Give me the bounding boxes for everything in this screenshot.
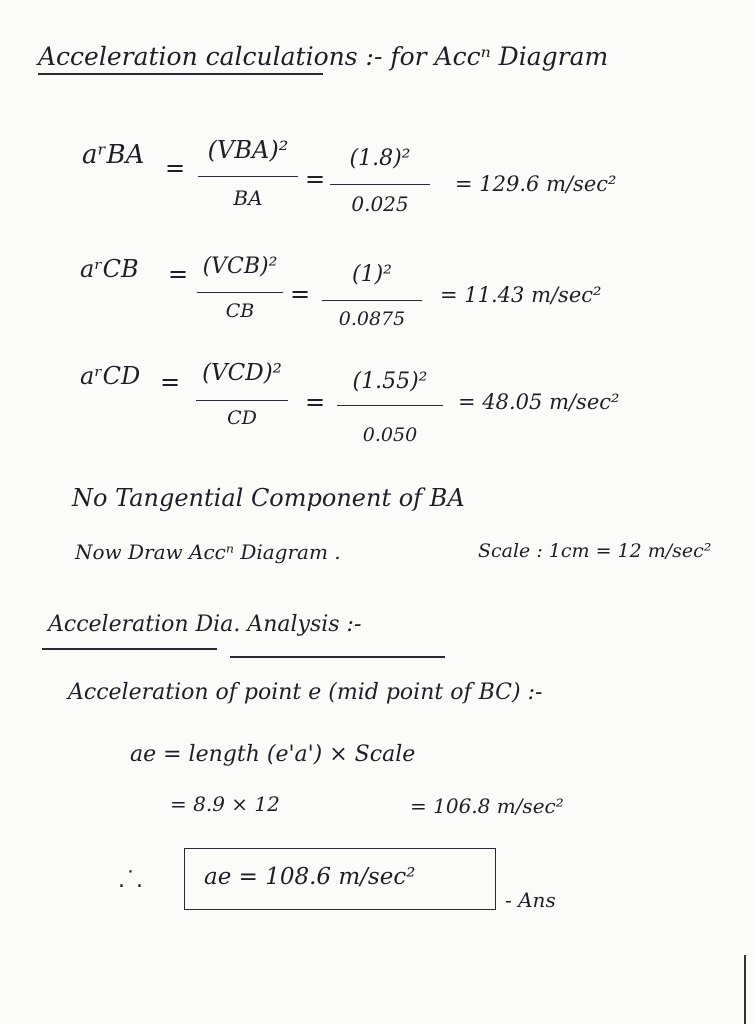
therefore-symbol: .˙. [118,868,143,893]
eq1-result: = 129.6 m/sec² [455,172,617,196]
analysis-underline-2 [230,656,445,658]
ans-label: - Ans [505,888,556,912]
eq1-num2: (1.8)² [349,146,411,171]
page-heading: Acceleration calculations :- for Accⁿ Diagram [38,42,609,71]
eq2-bar2 [322,300,422,301]
eq3-lhs: aʳCD [80,362,141,390]
eq1-den1: BA [233,186,263,210]
final-answer: ae = 108.6 m/sec² [204,864,416,890]
ae-substitution: = 8.9 × 12 [170,792,280,816]
eq2-equals: = [168,260,189,288]
eq1-lhs: aʳBA [82,140,145,170]
right-edge-line [744,955,746,1024]
eq2-den1: CB [225,300,255,322]
eq2-result: = 11.43 m/sec² [440,283,602,307]
eq3-num2: (1.55)² [352,369,428,394]
heading-underline [38,73,323,75]
eq2-num2: (1)² [352,262,392,287]
eq3-bar2 [337,405,443,406]
eq1-den2: 0.025 [351,192,409,216]
ae-substitution-result: = 106.8 m/sec² [410,794,564,818]
eq1-equals2: = [305,165,326,193]
eq1-bar2 [330,184,430,185]
eq2-num1: (VCB)² [202,254,278,279]
eq3-den2: 0.050 [362,424,418,446]
eq2-equals2: = [290,280,311,308]
ae-formula: ae = length (e'a') × Scale [130,742,416,767]
eq3-equals2: = [305,388,326,416]
eq1-bar1 [198,176,298,177]
eq2-bar1 [197,292,283,293]
eq2-den2: 0.0875 [338,308,406,330]
note-tangential: No Tangential Component of BA [72,484,465,512]
eq2-lhs: aʳCB [80,255,139,283]
eq3-equals: = [160,368,181,396]
eq3-result: = 48.05 m/sec² [458,390,620,414]
eq3-den1: CD [227,407,257,429]
point-e-heading: Acceleration of point e (mid point of BC) :- [68,680,543,705]
eq1-equals: = [165,154,186,182]
eq3-bar1 [196,400,288,401]
eq1-num1: (VBA)² [207,136,289,164]
analysis-heading: Acceleration Dia. Analysis :- [48,612,362,637]
eq3-num1: (VCD)² [202,360,282,386]
scale-note: Scale : 1cm = 12 m/sec² [478,540,712,562]
note-draw: Now Draw Accⁿ Diagram . [75,540,341,564]
analysis-underline-1 [42,648,217,650]
